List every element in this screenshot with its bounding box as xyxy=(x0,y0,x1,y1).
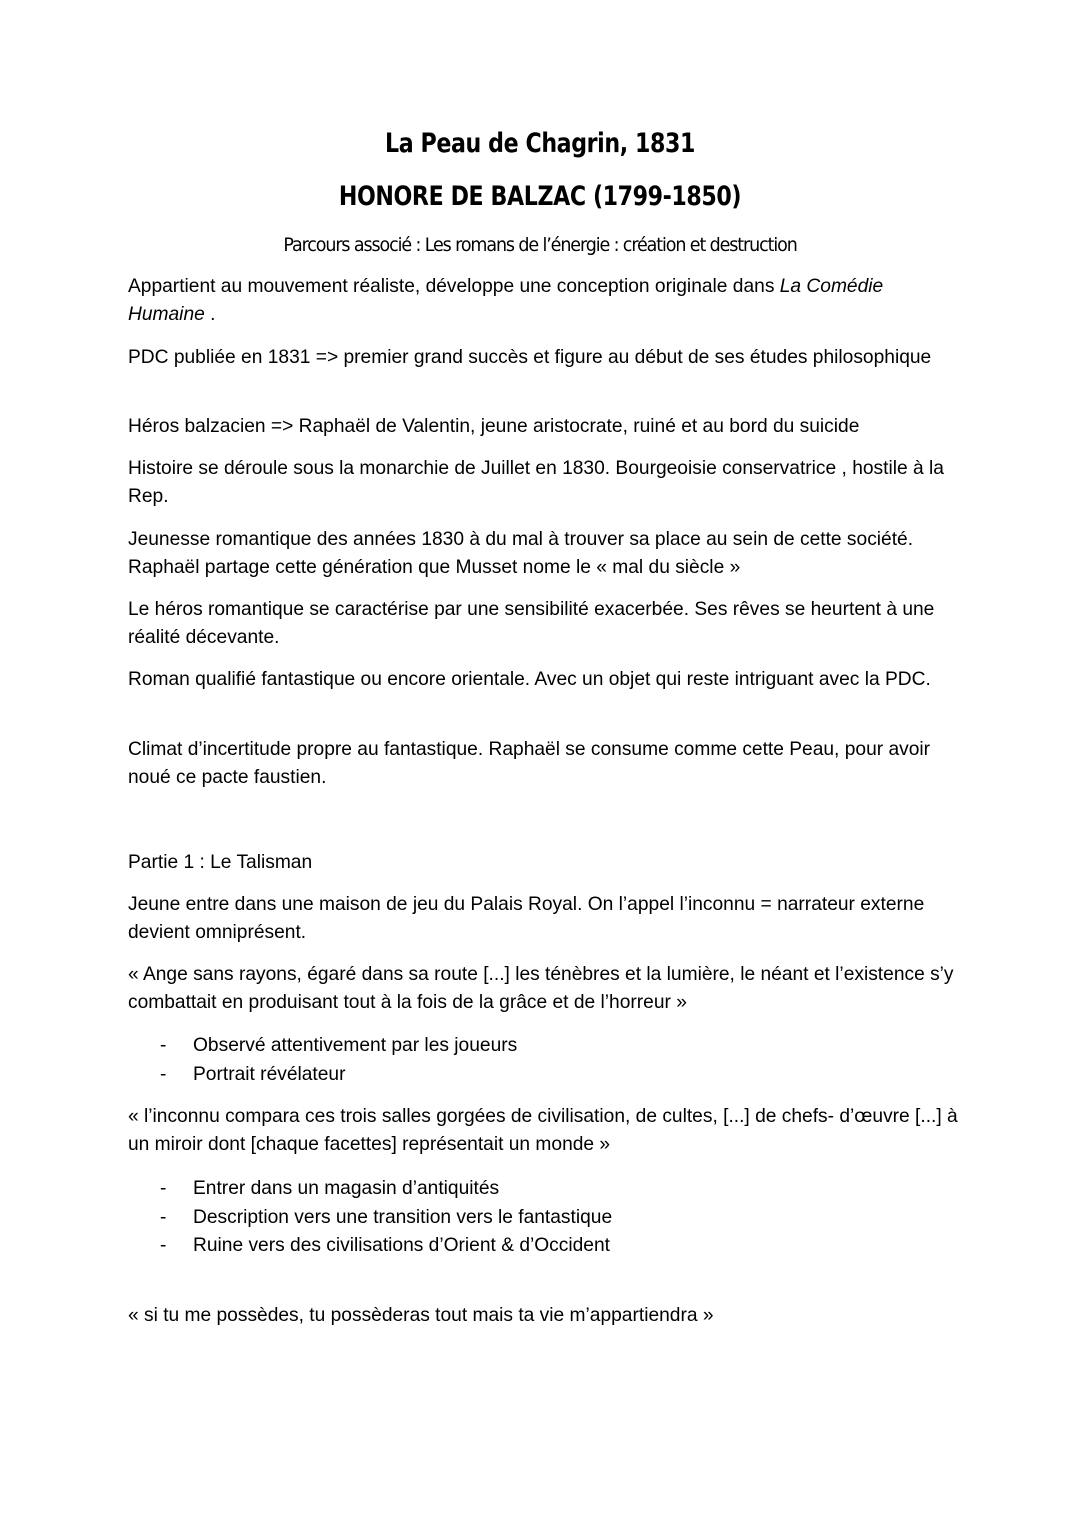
intro-paragraph-8: Climat d’incertitude propre au fantastique. Raphaël se consume comme cette Peau, pour avoir noué ce pacte faustien. xyxy=(128,739,931,788)
list-item-text: Entrer dans un magasin d’antiquités xyxy=(193,1178,500,1199)
document-title: La Peau de Chagrin, 1831 xyxy=(385,128,695,159)
list-item-text: Portrait révélateur xyxy=(193,1063,346,1085)
bullet-list-1 xyxy=(128,1032,958,1089)
list-item xyxy=(128,1032,958,1061)
intro-paragraph-1 xyxy=(128,273,958,329)
intro-paragraph-5: Jeunesse romantique des années 1830 à du mal à trouver sa place au sein de cette société. Raphaël partage cette génération que Musset nome le « mal du siècle » xyxy=(128,529,914,578)
intro-paragraph-2: PDC publiée en 1831 => premier grand succès et figure au début de ses études philosophique xyxy=(128,347,932,368)
intro-p1-end: . xyxy=(204,304,216,325)
list-item xyxy=(128,1175,958,1204)
part1-heading: Partie 1 : Le Talisman xyxy=(128,852,313,873)
intro-paragraph-3: Héros balzacien => Raphaël de Valentin, jeune aristocrate, ruiné et au bord du suicide xyxy=(128,416,860,437)
intro-paragraph-7: Roman qualifié fantastique ou encore orientale. Avec un objet qui reste intriguant avec la PDC. xyxy=(128,669,931,690)
author-heading: HONORE DE BALZAC (1799-1850) xyxy=(338,181,742,212)
part1-quote-1: « Ange sans rayons, égaré dans sa route [...] les ténèbres et la lumière, le néant et l’existence s’y combattait en produisant tout à la fois de la grâce et de l’horreur » xyxy=(128,964,954,1013)
list-item xyxy=(128,1232,958,1261)
intro-p1-text: Appartient au mouvement réaliste, développe une conception originale dans xyxy=(128,276,780,297)
intro-paragraph-4: Histoire se déroule sous la monarchie de Juillet en 1830. Bourgeoisie conservatrice , hostile à la Rep. xyxy=(128,458,944,507)
part1-quote-2: « l’inconnu compara ces trois salles gorgées de civilisation, de cultes, [...] de chefs- d’œuvre [...] à un miroir dont [chaque facettes] représentait un monde » xyxy=(128,1106,958,1155)
list-item xyxy=(128,1061,958,1090)
dash-marker: - xyxy=(160,1035,167,1056)
list-item-text: Ruine vers des civilisations d’Orient & d’Occident xyxy=(193,1235,610,1256)
dash-marker: - xyxy=(160,1235,167,1256)
intro-p1-italic: La Comédie Humaine xyxy=(128,276,884,325)
part1-paragraph-1: Jeune entre dans une maison de jeu du Palais Royal. On l’appel l’inconnu = narrateur externe devient omniprésent. xyxy=(128,894,925,943)
intro-paragraph-6: Le héros romantique se caractérise par une sensibilité exacerbée. Ses rêves se heurtent à une réalité décevante. xyxy=(128,599,935,648)
dash-marker: - xyxy=(160,1206,167,1228)
subtitle: Parcours associé : Les romans de l’énergie : création et destruction xyxy=(283,234,797,256)
list-item xyxy=(128,1204,958,1233)
bullet-list-2 xyxy=(128,1175,958,1261)
dash-marker: - xyxy=(160,1063,167,1085)
list-item-text: Observé attentivement par les joueurs xyxy=(193,1035,518,1056)
list-item-text: Description vers une transition vers le fantastique xyxy=(193,1206,613,1228)
part1-quote-3: « si tu me possèdes, tu possèderas tout mais ta vie m’appartiendra » xyxy=(128,1305,714,1326)
dash-marker: - xyxy=(160,1178,167,1199)
